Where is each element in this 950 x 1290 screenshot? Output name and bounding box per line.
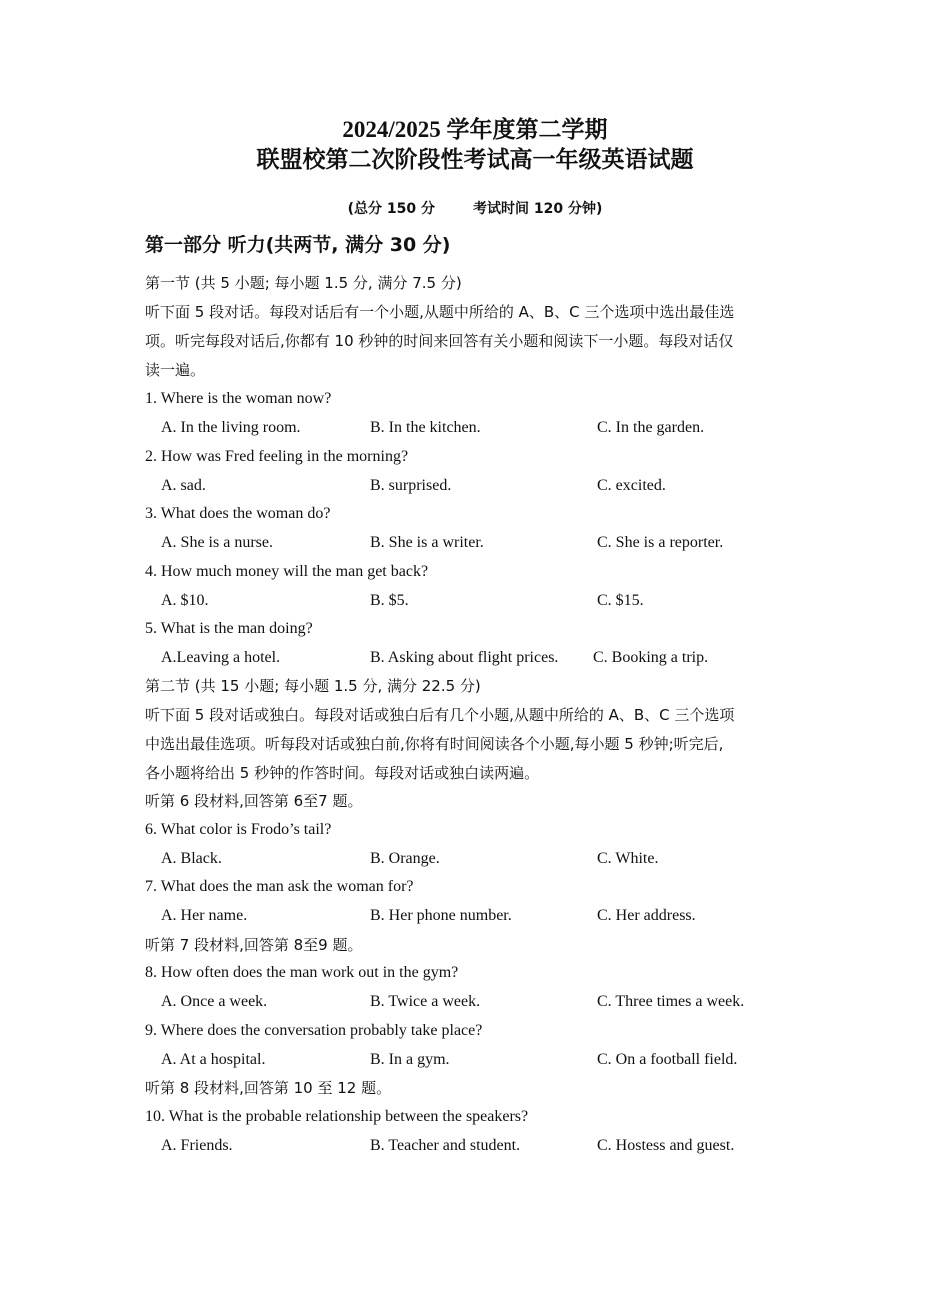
material-7-heading: 听第 7 段材料,回答第 8至9 题。 <box>145 936 363 954</box>
material-8-heading: 听第 8 段材料,回答第 10 至 12 题。 <box>145 1079 392 1097</box>
material-6-heading: 听第 6 段材料,回答第 6至7 题。 <box>145 792 363 810</box>
option-c: C. $15. <box>597 592 644 609</box>
exam-subtitle <box>0 198 950 218</box>
option-a: A. Once a week. <box>161 993 268 1010</box>
question-5: 5. What is the man doing? <box>145 620 313 637</box>
question-3: 3. What does the woman do? <box>145 505 331 522</box>
option-c: C. Three times a week. <box>597 993 745 1010</box>
exam-title-line2: 联盟校第二次阶段性考试高一年级英语试题 <box>256 147 694 172</box>
option-b: B. Asking about flight prices. <box>370 649 559 666</box>
option-a: A. She is a nurse. <box>161 534 273 551</box>
total-score: (总分 150 分 <box>347 201 435 217</box>
option-c: C. Booking a trip. <box>593 649 709 666</box>
option-b: B. surprised. <box>370 477 452 494</box>
section2-instruction-line: 中选出最佳选项。听每段对话或独白前,你将有时间阅读各个小题,每小题 5 秒钟;听完后, <box>145 735 724 753</box>
option-b: B. She is a writer. <box>370 534 484 551</box>
option-b: B. Teacher and student. <box>370 1137 521 1154</box>
section1-instruction-line: 听下面 5 段对话。每段对话后有一个小题,从题中所给的 A、B、C 三个选项中选出最佳选 <box>145 303 735 321</box>
option-c: C. excited. <box>597 477 666 494</box>
section1-instruction-line: 项。听完每段对话后,你都有 10 秒钟的时间来回答有关小题和阅读下一小题。每段对话仅 <box>145 332 734 350</box>
option-a: A. Black. <box>161 850 222 867</box>
question-1: 1. Where is the woman now? <box>145 390 332 407</box>
question-2: 2. How was Fred feeling in the morning? <box>145 448 409 465</box>
part1-title: 第一部分 听力(共两节, 满分 30 分) <box>145 234 451 256</box>
section2-heading: 第二节 (共 15 小题; 每小题 1.5 分, 满分 22.5 分) <box>145 677 481 695</box>
option-b: B. In the kitchen. <box>370 419 481 436</box>
option-a: A. At a hospital. <box>161 1051 266 1068</box>
option-a: A. In the living room. <box>161 419 301 436</box>
question-4: 4. How much money will the man get back? <box>145 563 429 580</box>
option-a: A. $10. <box>161 592 209 609</box>
section2-instruction-line: 各小题将给出 5 秒钟的作答时间。每段对话或独白读两遍。 <box>145 764 540 782</box>
question-9: 9. Where does the conversation probably take place? <box>145 1022 483 1039</box>
option-c: C. White. <box>597 850 659 867</box>
exam-title-line1: 2024/2025 学年度第二学期 <box>342 117 608 142</box>
question-6: 6. What color is Frodo’s tail? <box>145 821 332 838</box>
option-a: A. Friends. <box>161 1137 233 1154</box>
section1-instruction-line: 读一遍。 <box>145 361 206 379</box>
section2-instruction-line: 听下面 5 段对话或独白。每段对话或独白后有几个小题,从题中所给的 A、B、C 三个选项 <box>145 706 735 724</box>
option-b: B. Twice a week. <box>370 993 481 1010</box>
option-b: B. Her phone number. <box>370 907 512 924</box>
option-c: C. Hostess and guest. <box>597 1137 735 1154</box>
option-a: A. sad. <box>161 477 206 494</box>
option-c: C. On a football field. <box>597 1051 738 1068</box>
exam-time: 考试时间 120 分钟) <box>473 201 603 217</box>
question-7: 7. What does the man ask the woman for? <box>145 878 414 895</box>
option-b: B. Orange. <box>370 850 440 867</box>
section1-heading: 第一节 (共 5 小题; 每小题 1.5 分, 满分 7.5 分) <box>145 274 462 292</box>
option-a: A. Her name. <box>161 907 248 924</box>
question-8: 8. How often does the man work out in the gym? <box>145 964 459 981</box>
option-c: C. Her address. <box>597 907 696 924</box>
option-b: B. $5. <box>370 592 409 609</box>
question-10: 10. What is the probable relationship between the speakers? <box>145 1108 529 1125</box>
option-c: C. She is a reporter. <box>597 534 724 551</box>
option-b: B. In a gym. <box>370 1051 450 1068</box>
option-a: A.Leaving a hotel. <box>161 649 281 666</box>
option-c: C. In the garden. <box>597 419 705 436</box>
